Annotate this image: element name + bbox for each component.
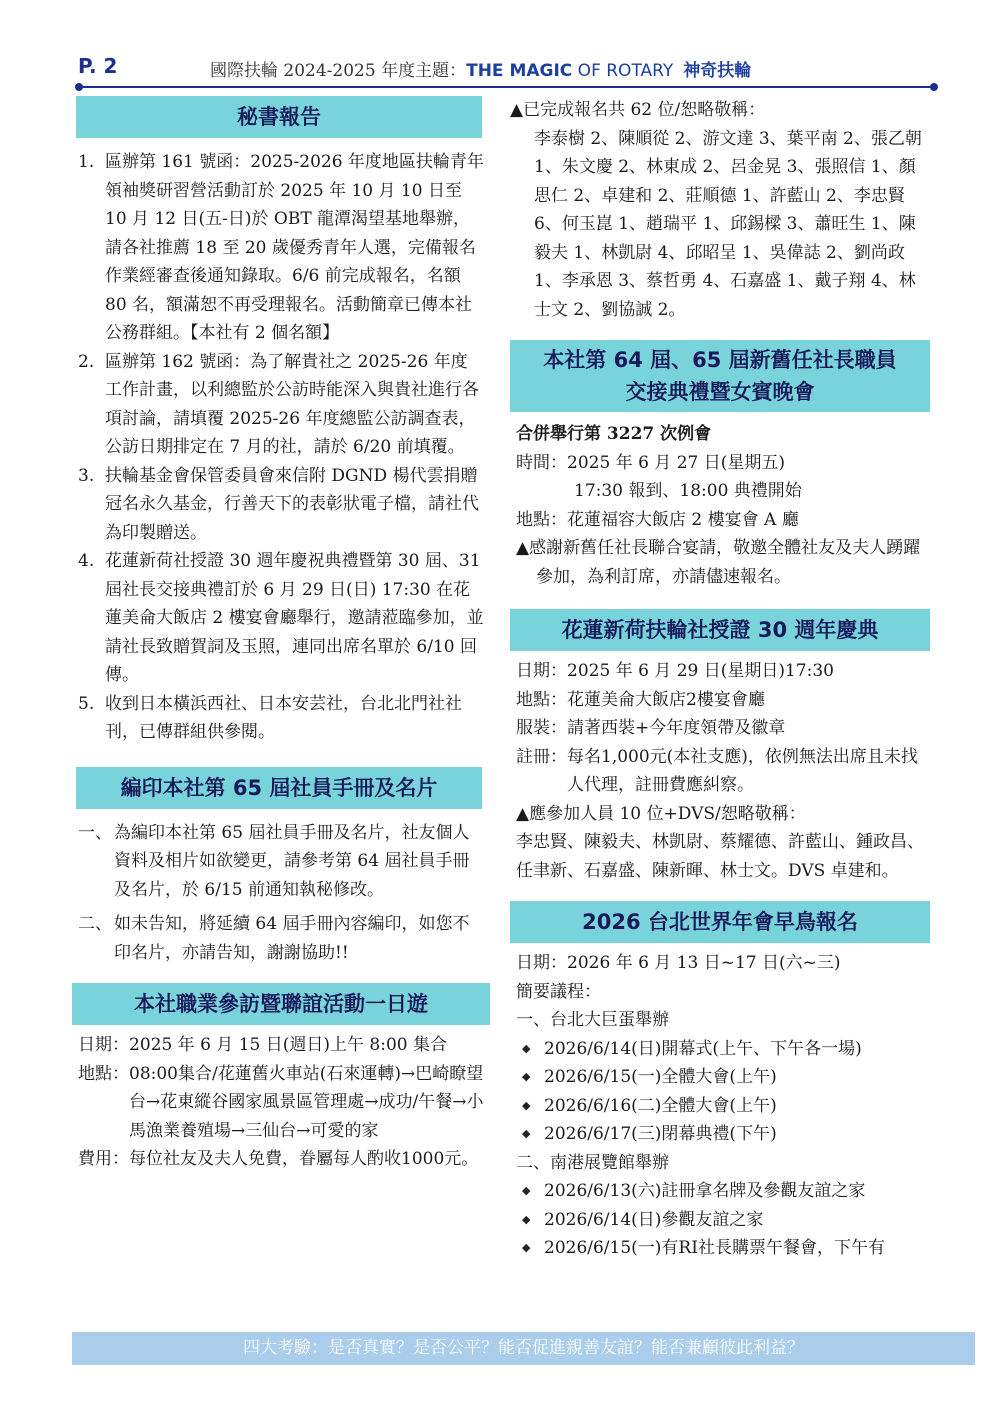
item-text: 為編印本社第 65 屆社員手冊及名片，社友個人資料及相片如欲變更，請參考第 64 屆社員手冊及名片，於 6/15 前通知執秘修改。 <box>114 822 470 900</box>
list-item: ◆ 2026/6/15(一)全體大會(上午) <box>516 1063 928 1092</box>
list-item: ◆ 2026/6/17(三)閉幕典禮(下午) <box>516 1120 928 1149</box>
item-text: 如未告知，將延續 64 屆手冊內容編印，如您不印名片，亦請告知，謝謝協助!! <box>114 914 470 963</box>
anniversary-title: 花蓮新荷扶輪社授證 30 週年慶典 <box>510 609 930 651</box>
convention-title: 2026 台北世界年會早鳥報名 <box>510 901 930 943</box>
tour-place-row <box>78 1060 486 1146</box>
convention-details <box>510 949 928 1263</box>
place-label: 地點： <box>516 509 567 530</box>
anniversary-place-row <box>516 686 928 715</box>
time-value: 2025 年 6 月 27 日(星期五) <box>567 452 785 473</box>
agenda-part2-list <box>516 1177 928 1263</box>
item-number: 4. <box>78 551 95 571</box>
list-item: ◆ 2026/6/14(日)參觀友誼之家 <box>516 1206 928 1235</box>
list-item <box>72 348 484 462</box>
anniversary-dress-row <box>516 714 928 743</box>
handover-place-row <box>516 506 928 535</box>
four-way-test-footer: 四大考驗：是否真實？是否公平？能否促進親善友誼？能否兼顧彼此利益？ <box>72 1332 975 1365</box>
dress-value: 請著西裝+今年度領帶及徽章 <box>567 718 786 738</box>
convention-date: 日期：2026 年 6 月 13 日~17 日(六~三) <box>516 953 841 973</box>
handover-time-row <box>516 449 928 478</box>
handover-details <box>510 420 928 591</box>
handover-meeting: 合併舉行第 3227 次例會 <box>516 424 712 444</box>
list-item <box>72 148 484 348</box>
handbook-title: 編印本社第 65 屆社員手冊及名片 <box>76 767 482 809</box>
page-number: P. 2 <box>78 54 118 78</box>
list-item <box>72 462 484 548</box>
date-label: 日期： <box>78 1035 129 1055</box>
agenda-part1: 一、台北大巨蛋舉辦 <box>516 1010 669 1030</box>
anniversary-date-row <box>516 657 928 686</box>
item-number: 2. <box>78 351 95 372</box>
registered-heading: ▲已完成報名共 62 位/恕略敬稱： <box>510 100 766 120</box>
item-number: 5. <box>78 693 95 714</box>
place-label: 地點： <box>78 1063 129 1084</box>
item-mark: 一、 <box>78 822 112 843</box>
list-item: ◆ 2026/6/15(一)有RI社長購票午餐會，下午有 <box>516 1234 928 1263</box>
left-column <box>72 96 492 1174</box>
place-label: 地點： <box>516 689 567 710</box>
theme-the-magic: THE MAGIC <box>466 61 573 81</box>
annual-theme <box>210 56 751 81</box>
attendees-heading: ▲應參加人員 10 位+DVS/恕略敬稱： <box>516 803 806 824</box>
item-number: 3. <box>78 465 95 486</box>
handbook-list <box>72 819 484 968</box>
theme-english <box>466 61 673 81</box>
theme-of-rotary: OF ROTARY <box>572 61 674 81</box>
list-item: ◆ 2026/6/14(日)開幕式(上午、下午各一場) <box>516 1035 928 1064</box>
header-rule <box>78 86 934 88</box>
list-item: ◆ 2026/6/16(二)全體大會(上午) <box>516 1092 928 1121</box>
handover-note: ▲感謝新舊任社長聯合宴請，敬邀全體社友及夫人踴躍參加，為利訂席，亦請儘速報名。 <box>516 538 921 587</box>
handover-title-line1: 本社第 64 屆、65 屆新舊任社長職員 <box>543 348 897 372</box>
rule-right-dot <box>930 83 938 91</box>
fee-value: 每位社友及夫人免費，眷屬每人酌收1000元。 <box>129 1149 479 1169</box>
handover-title-line2: 交接典禮暨女賓晚會 <box>625 380 815 404</box>
place-value: 花蓮美侖大飯店2樓宴會廳 <box>567 689 765 710</box>
agenda-label: 簡要議程： <box>516 981 601 1002</box>
dress-label: 服裝： <box>516 718 567 738</box>
secretary-report-title: 秘書報告 <box>76 96 482 138</box>
page-header <box>0 48 1000 98</box>
right-column <box>510 96 935 1263</box>
place-value: 花蓮福容大飯店 2 樓宴會 A 廳 <box>567 509 799 530</box>
item-text: 扶輪基金會保管委員會來信附 DGND 楊代雲捐贈冠名永久基金，行善天下的表彰狀電子檔，請社代為印製贈送。 <box>105 465 479 543</box>
anniversary-reg-row <box>516 743 928 800</box>
place-value: 08:00集合/花蓮舊火車站(石來運轉)→巴崎瞭望台→花東縱谷國家風景區管理處→成功/午餐→小馬漁業養殖場→三仙台→可愛的家 <box>129 1063 484 1141</box>
registration-value: 每名1,000元(本社支應)，依例無法出席且未找人代理，註冊費應糾察。 <box>567 746 918 795</box>
registered-names: 李泰樹 2、陳順從 2、游文達 3、葉平南 2、張乙朝 1、朱文慶 2、林東成 2、呂金晃 3、張照信 1、顏思仁 2、卓建和 2、莊順德 1、許藍山 2、李忠賢 6、何玉崑 1、趙瑞平 1、邱錫樑 3、蕭旺生 1、陳毅夫 1、林凱尉 4、邱昭呈 1、吳偉誌 2、劉尚政 1、李承恩 3、蔡哲勇 4、石嘉盛 1、戴子翔 4、林士文 2、劉協誠 2。 <box>534 128 922 320</box>
list-item <box>72 547 484 690</box>
tour-date-row <box>78 1031 486 1060</box>
tour-details <box>72 1031 486 1174</box>
handover-time-second: 17:30 報到、18:00 典禮開始 <box>574 481 802 501</box>
date-value: 2025 年 6 月 29 日(星期日)17:30 <box>567 661 834 681</box>
secretary-report-list <box>72 148 484 747</box>
registered-block <box>510 96 925 324</box>
item-mark: 二、 <box>78 914 112 934</box>
anniversary-details <box>510 657 928 885</box>
list-item <box>72 910 484 967</box>
item-text: 花蓮新荷社授證 30 週年慶祝典禮暨第 30 屆、31 屆社長交接典禮訂於 6 月 29 日(日) 17:30 在花蓮美侖大飯店 2 樓宴會廳舉行，邀請蒞臨參加，並請社長致贈賀詞及玉照，連同出席名單於 6/10 回傳。 <box>105 551 484 685</box>
theme-chinese: 神奇扶輪 <box>683 61 752 81</box>
time-label: 時間： <box>516 452 567 473</box>
item-text: 區辦第 161 號函：2025-2026 年度地區扶輪青年領袖獎研習營活動訂於 2025 年 10 月 10 日至 10 月 12 日(五-日)於 OBT 龍潭渴望基地舉辦，請各社推薦 18 至 20 歲優秀青年人選，完備報名作業經審查後通知錄取。6/6 前完成報名，名額 80 名，額滿恕不再受理報名。活動簡章已傳本社公務群組。【本社有 2 個名額】 <box>105 152 484 343</box>
handover-title <box>510 340 930 412</box>
list-item <box>72 819 484 905</box>
list-item <box>72 690 484 747</box>
fee-label: 費用： <box>78 1149 129 1169</box>
date-label: 日期： <box>516 661 567 681</box>
agenda-part2: 二、南港展覽館舉辦 <box>516 1152 669 1173</box>
theme-prefix: 國際扶輪 2024-2025 年度主題： <box>210 61 467 81</box>
item-text: 區辦第 162 號函：為了解貴社之 2025-26 年度工作計畫，以利總監於公訪時能深入與貴社進行各項討論，請填覆 2025-26 年度總監公訪調查表，公訪日期排定在 7 月的社，請於 6/20 前填覆。 <box>105 351 479 457</box>
item-text: 收到日本橫浜西社、日本安芸社，台北北門社社刊，已傳群組供參閱。 <box>105 693 462 742</box>
attendees-list: 李忠賢、陳毅夫、林凱尉、蔡耀德、許藍山、鍾政昌、任聿新、石嘉盛、陳新暉、林士文。DVS 卓建和。 <box>516 832 924 881</box>
tour-title: 本社職業參訪暨聯誼活動一日遊 <box>72 983 490 1025</box>
tour-fee-row <box>78 1145 486 1174</box>
date-value: 2025 年 6 月 15 日(週日)上午 8:00 集合 <box>129 1035 447 1055</box>
agenda-part1-list <box>516 1035 928 1149</box>
item-number: 1. <box>78 152 95 172</box>
list-item: ◆ 2026/6/13(六)註冊拿名牌及參觀友誼之家 <box>516 1177 928 1206</box>
registration-label: 註冊： <box>516 746 567 767</box>
